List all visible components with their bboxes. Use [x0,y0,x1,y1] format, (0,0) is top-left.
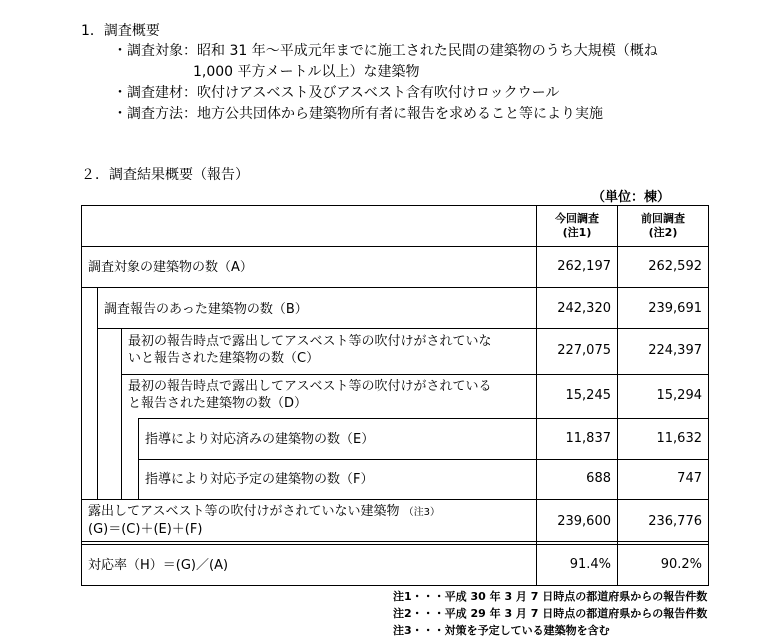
row-f-current: 688 [586,471,611,486]
row-b-previous: 239,691 [648,301,702,316]
row-f-previous: 747 [677,471,702,486]
row-d-current: 15,245 [565,388,611,403]
row-c-previous: 224,397 [648,343,702,358]
row-e-current: 11,837 [565,431,611,446]
survey-target-line2: 1,000 平方メートル以上）な建築物 [193,64,420,80]
unit-label: （単位：棟） [592,190,671,205]
row-h-current: 91.4% [569,557,611,572]
section-2-heading: ２．調査結果概要（報告） [81,167,249,183]
col-header-current: 今回調査 (注1) [555,212,599,239]
survey-method: ・調査方法：地方公共団体から建築物所有者に報告を求めること等により実施 [113,106,603,122]
row-e-previous: 11,632 [656,431,702,446]
row-f-label: 指導により対応予定の建築物の数（F） [145,472,374,487]
note-2: 注2・・・平成 29 年 3 月 7 日時点の都道府県からの報告件数 [393,607,708,620]
survey-target-line1: ・調査対象：昭和 31 年～平成元年までに施工された民間の建築物のうち大規模（概ね [113,43,658,59]
row-a-previous: 262,592 [648,259,702,274]
note-3: 注3・・・対策を予定している建築物を含む [393,624,610,637]
note-1: 注1・・・平成 30 年 3 月 7 日時点の都道府県からの報告件数 [393,590,708,603]
survey-material: ・調査建材：吹付けアスベスト及びアスベスト含有吹付けロックウール [113,85,560,101]
row-g-previous: 236,776 [648,514,702,529]
row-h-label: 対応率（H）＝(G)／(A) [88,558,229,573]
row-c-label: 最初の報告時点で露出してアスベスト等の吹付けがされていな いと報告された建築物の数（C） [128,334,492,366]
row-d-previous: 15,294 [656,388,702,403]
row-a-label: 調査対象の建築物の数（A） [88,260,253,275]
row-b-label: 調査報告のあった建築物の数（B） [104,302,308,317]
row-g-note: （注3） [403,507,440,518]
row-g-label: 露出してアスベスト等の吹付けがされていない建築物 （注3） (G)＝(C)＋(E)＋(F) [88,504,440,537]
row-b-current: 242,320 [557,301,611,316]
row-a-current: 262,197 [557,259,611,274]
section-1-heading: 1．調査概要 [81,23,160,39]
row-c-current: 227,075 [557,343,611,358]
results-table [81,205,709,586]
row-h-previous: 90.2% [660,557,702,572]
col-header-previous: 前回調査 (注2) [641,212,685,239]
row-g-current: 239,600 [557,514,611,529]
row-d-label: 最初の報告時点で露出してアスベスト等の吹付けがされている と報告された建築物の数（D） [128,379,492,411]
row-e-label: 指導により対応済みの建築物の数（E） [145,432,375,447]
